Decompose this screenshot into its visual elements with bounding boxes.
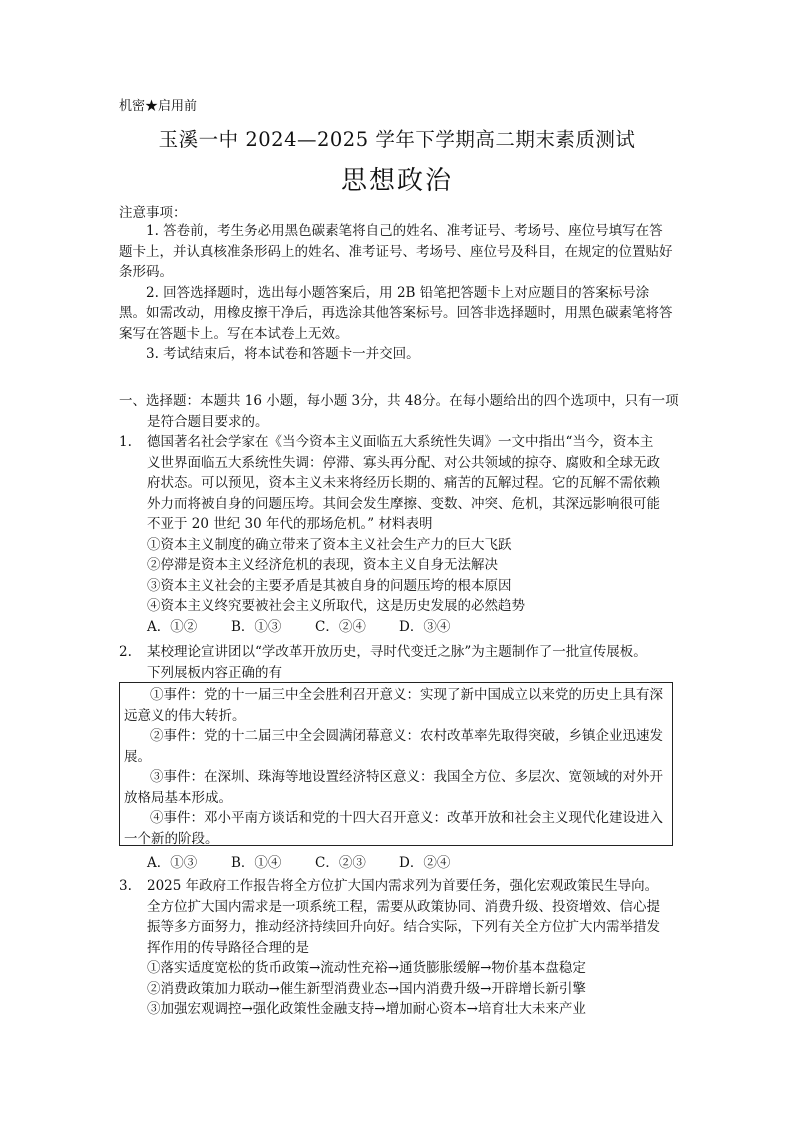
question-text-line: 义世界面临五大系统性失调：停滞、寡头再分配、对公共领域的掠夺、腐败和全球无政 xyxy=(147,454,660,471)
choice-a: A．①③ xyxy=(147,855,198,871)
exhibit-line: ③事件：在深圳、珠海等地设置经济特区意义：我国全方位、多层次、宽领域的对外开 xyxy=(150,769,663,785)
question-text-line: 2025 年政府工作报告将全方位扩大国内需求列为首要任务，强化宏观政策民生导向。 xyxy=(147,878,659,894)
question-text-line: 不亚于 20 世纪 30 年代的那场危机。” 材料表明 xyxy=(147,516,433,532)
exhibit-line: 展。 xyxy=(124,748,151,765)
choice-a: A．①② xyxy=(147,618,198,635)
answer-choices xyxy=(147,853,679,874)
note-item: 3. 考试结束后，将本试卷和答题卡一并交回。 xyxy=(146,346,420,362)
confidential-label: 机密★启用前 xyxy=(119,99,198,114)
question-number: 2. xyxy=(119,644,132,660)
choice-d: D．③④ xyxy=(399,618,451,635)
option-statement: ①资本主义制度的确立带来了资本主义社会生产力的巨大飞跃 xyxy=(147,536,512,553)
notes-list xyxy=(119,221,675,365)
exam-title: 玉溪一中 2024—2025 学年下学期高二期末素质测试 xyxy=(158,128,636,151)
note-item: 2. 回答选择题时，选出每小题答案后，用 2B 铅笔把答题卡上对应题目的答案标号涂黑。如需改动，用橡皮擦干净后，再选涂其他答案标号。回答非选择题时，用黑色碳素笔将答案写在答题卡上。写在本试卷上无效。 xyxy=(119,284,673,342)
question-text-line: 外力而将被自身的问题压垮。其间会发生摩擦、变数、冲突、危机，其深远影响很可能 xyxy=(147,495,660,512)
option-statement: ②消费政策加力联动→催生新型消费业态→国内消费升级→开辟增长新引擎 xyxy=(147,980,586,997)
question-number: 3. xyxy=(119,878,132,894)
choice-d: D．②④ xyxy=(399,855,451,871)
question-1 xyxy=(119,432,679,637)
exhibit-line: 放格局基本形成。 xyxy=(124,789,232,806)
question-number: 1. xyxy=(119,434,132,450)
question-text-line: 某校理论宣讲团以“学改革开放历史，寻时代变迁之脉”为主题制作了一批宣传展板。 xyxy=(147,644,647,660)
answer-choices xyxy=(147,617,679,638)
choice-c: C．②③ xyxy=(315,855,366,871)
section-intro xyxy=(119,391,679,432)
subject-title: 思想政治 xyxy=(340,166,453,196)
exhibit-line: ①事件：党的十一届三中全会胜利召开意义：实现了新中国成立以来党的历史上具有深 xyxy=(150,687,663,703)
option-statement: ③加强宏观调控→强化政策性金融支持→增加耐心资本→培育壮大未来产业 xyxy=(147,1001,586,1017)
question-text-line: 挥作用的传导路径合理的是 xyxy=(147,939,309,956)
question-2-choices xyxy=(119,853,679,874)
question-2 xyxy=(119,642,679,683)
option-statement: ①落实适度宽松的货币政策→流动性充裕→通货膨胀缓解→物价基本盘稳定 xyxy=(147,960,586,976)
exhibit-line: ④事件：邓小平南方谈话和党的十四大召开意义：改革开放和社会主义现代化建设进入 xyxy=(150,810,663,826)
option-statement: ②停滞是资本主义经济危机的表现，资本主义自身无法解决 xyxy=(147,557,498,573)
question-text-line: 全方位扩大国内需求是一项系统工程，需要从政策协同、消费升级、投资增效、信心提 xyxy=(147,898,660,915)
exhibit-line: 远意义的伟大转折。 xyxy=(124,707,246,724)
note-item: 1. 答卷前，考生务必用黑色碳素笔将自己的姓名、准考证号、考场号、座位号填写在答题卡上，并认真核准条形码上的姓名、准考证号、考场号、座位号及科目，在规定的位置贴好条形码。 xyxy=(119,223,673,280)
option-statement: ③资本主义社会的主要矛盾是其被自身的问题压垮的根本原因 xyxy=(147,577,512,594)
exhibit-box xyxy=(119,682,673,846)
question-text-line: 下列展板内容正确的有 xyxy=(147,664,282,681)
question-text-line: 府状态。可以预见，资本主义未来将经历长期的、痛苦的瓦解过程。它的瓦解不需依赖 xyxy=(147,475,660,491)
question-text-line: 振等多方面努力，推动经济持续回升向好。结合实际，下列有关全方位扩大内需举措发 xyxy=(147,919,660,935)
exhibit-line: ②事件：党的十二届三中全会圆满闭幕意义：农村改革率先取得突破，乡镇企业迅速发 xyxy=(150,728,663,744)
section-intro-text: 一、选择题：本题共 16 小题，每小题 3分，共 48分。在每小题给出的四个选项中，只有一项是符合题目要求的。 xyxy=(119,393,679,430)
choice-c: C．②④ xyxy=(315,618,366,635)
choice-b: B．①④ xyxy=(231,855,282,871)
exhibit-line: 一个新的阶段。 xyxy=(124,830,219,847)
choice-b: B．①③ xyxy=(231,618,282,635)
question-3 xyxy=(119,876,679,1020)
option-statement: ④资本主义终究要被社会主义所取代，这是历史发展的必然趋势 xyxy=(147,598,525,614)
question-text-line: 德国著名社会学家在《当今资本主义面临五大系统性失调》一文中指出“当今，资本主 xyxy=(147,434,654,450)
notes-heading: 注意事项： xyxy=(119,205,187,221)
